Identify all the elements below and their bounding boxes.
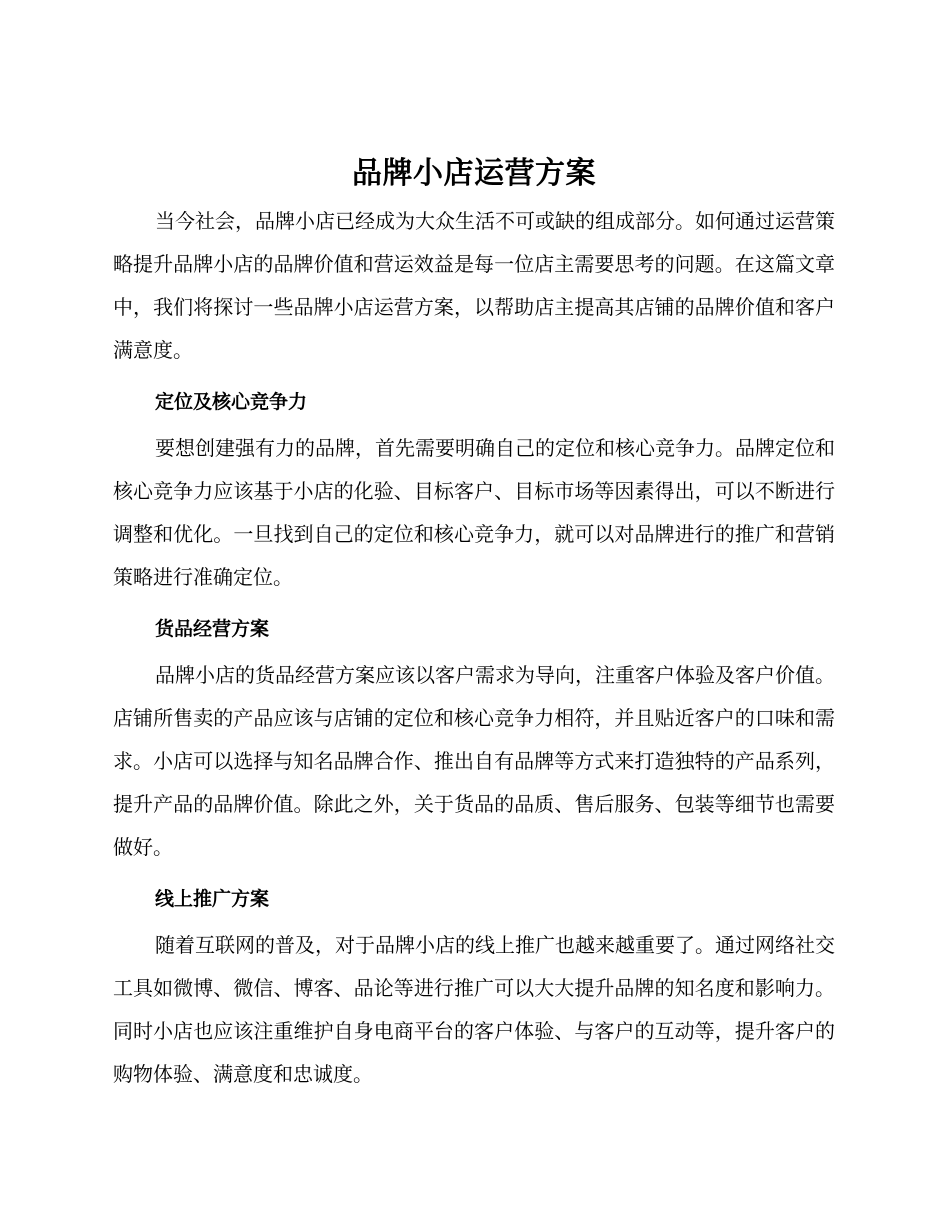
document-page — [113, 148, 835, 1096]
section-body-online-promotion: 随着互联网的普及，对于品牌小店的线上推广也越来越重要了。通过网络社交工具如微博、微信、博客、品论等进行推广可以大大提升品牌的知名度和影响力。同时小店也应该注重维护自身电商平台的客户体验、与客户的互动等，提升客户的购物体验、满意度和忠诚度。 — [113, 933, 835, 1086]
section-heading-online-promotion: 线上推广方案 — [155, 888, 270, 910]
spacer — [113, 372, 835, 378]
section-heading-merchandise: 货品经营方案 — [155, 618, 270, 640]
spacer — [113, 599, 835, 605]
section-body-positioning: 要想创建强有力的品牌，首先需要明确自己的定位和核心竞争力。品牌定位和核心竞争力应该基于小店的化验、目标客户、目标市场等因素得出，可以不断进行调整和优化。一旦找到自己的定位和核心竞争力，就可以对品牌进行的推广和营销策略进行准确定位。 — [113, 436, 835, 589]
spacer — [113, 869, 835, 875]
intro-paragraph: 当今社会，品牌小店已经成为大众生活不可或缺的组成部分。如何通过运营策略提升品牌小店的品牌价值和营运效益是每一位店主需要思考的问题。在这篇文章中，我们将探讨一些品牌小店运营方案，以帮助店主提高其店铺的品牌价值和客户满意度。 — [113, 209, 835, 362]
section-body-merchandise: 品牌小店的货品经营方案应该以客户需求为导向，注重客户体验及客户价值。店铺所售卖的产品应该与店铺的定位和核心竞争力相符，并且贴近客户的口味和需求。小店可以选择与知名品牌合作、推出自有品牌等方式来打造独特的产品系列，提升产品的品牌价值。除此之外，关于货品的品质、售后服务、包装等细节也需要做好。 — [113, 663, 835, 859]
document-title: 品牌小店运营方案 — [352, 156, 596, 191]
section-heading-positioning: 定位及核心竞争力 — [155, 391, 308, 413]
